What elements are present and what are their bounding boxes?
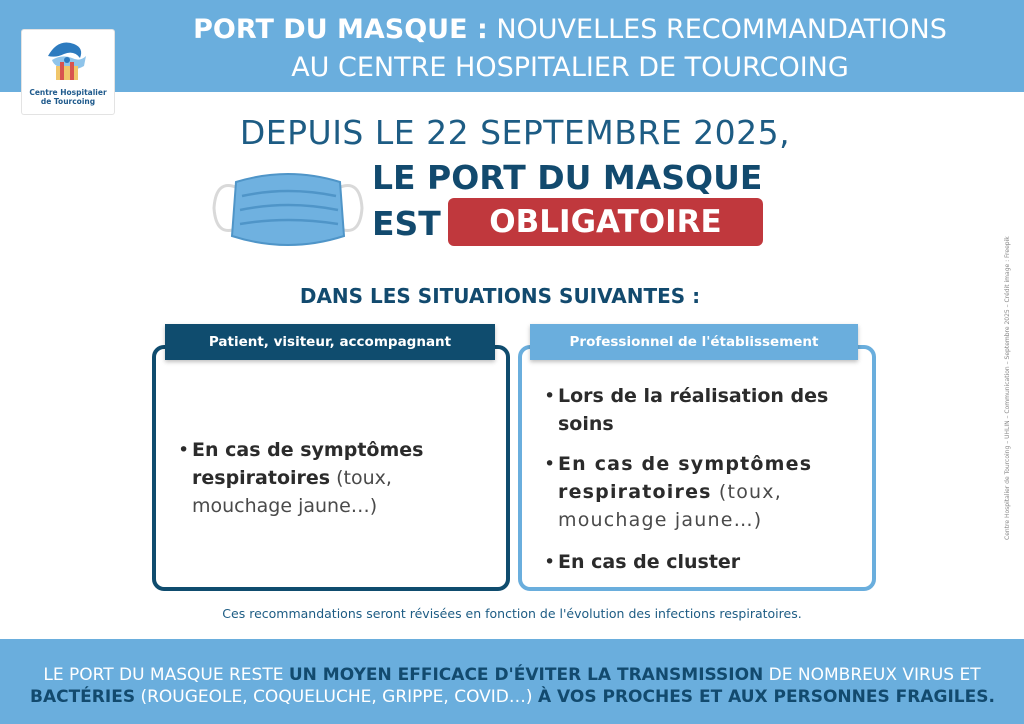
mandatory-badge: OBLIGATOIRE: [448, 198, 763, 246]
staff-bullet-symptoms: • En cas de symptômes respiratoires (toux, mouchage jaune…): [544, 453, 813, 531]
revision-note: Ces recommandations seront révisées en fonction de l'évolution des infections respiratoires.: [222, 606, 802, 621]
hospital-logo-icon: [44, 36, 92, 86]
headline-est: EST: [372, 204, 441, 243]
staff-bullet-care: • Lors de la réalisation des soins: [544, 385, 829, 435]
effective-date-heading: DEPUIS LE 22 SEPTEMBRE 2025,: [239, 113, 791, 152]
staff-bullet-cluster: • En cas de cluster: [544, 551, 741, 573]
patient-card-tab: Patient, visiteur, accompagnant: [165, 324, 495, 360]
footer-line1: LE PORT DU MASQUE RESTE UN MOYEN EFFICACE D'ÉVITER LA TRANSMISSION DE NOMBREUX VIRUS ET: [43, 665, 981, 685]
page-title-line1: PORT DU MASQUE : NOUVELLES RECOMMANDATIONS: [193, 14, 947, 45]
hospital-logo: [22, 30, 114, 114]
patient-bullet-symptoms: • En cas de symptômes respiratoires (toux, mouchage jaune…): [178, 439, 424, 517]
page-title-line2: AU CENTRE HOSPITALIER DE TOURCOING: [291, 52, 849, 83]
image-credit: Centre Hospitalier de Tourcoing – UHLIN – Communication – Septembre 2025 – Crédit image : Freepik: [1004, 236, 1011, 540]
face-mask-icon: [208, 158, 368, 258]
situations-heading: DANS LES SITUATIONS SUIVANTES :: [299, 284, 701, 308]
hospital-logo-text: Centre Hospitalier de Tourcoing: [29, 88, 107, 106]
staff-card-tab: Professionnel de l'établissement: [530, 324, 858, 360]
headline-line1: LE PORT DU MASQUE: [372, 158, 763, 197]
footer-line2: BACTÉRIES (ROUGEOLE, COQUELUCHE, GRIPPE, COVID…) À VOS PROCHES ET AUX PERSONNES FRAGILES.: [30, 687, 995, 707]
header-banner: [0, 0, 1024, 92]
